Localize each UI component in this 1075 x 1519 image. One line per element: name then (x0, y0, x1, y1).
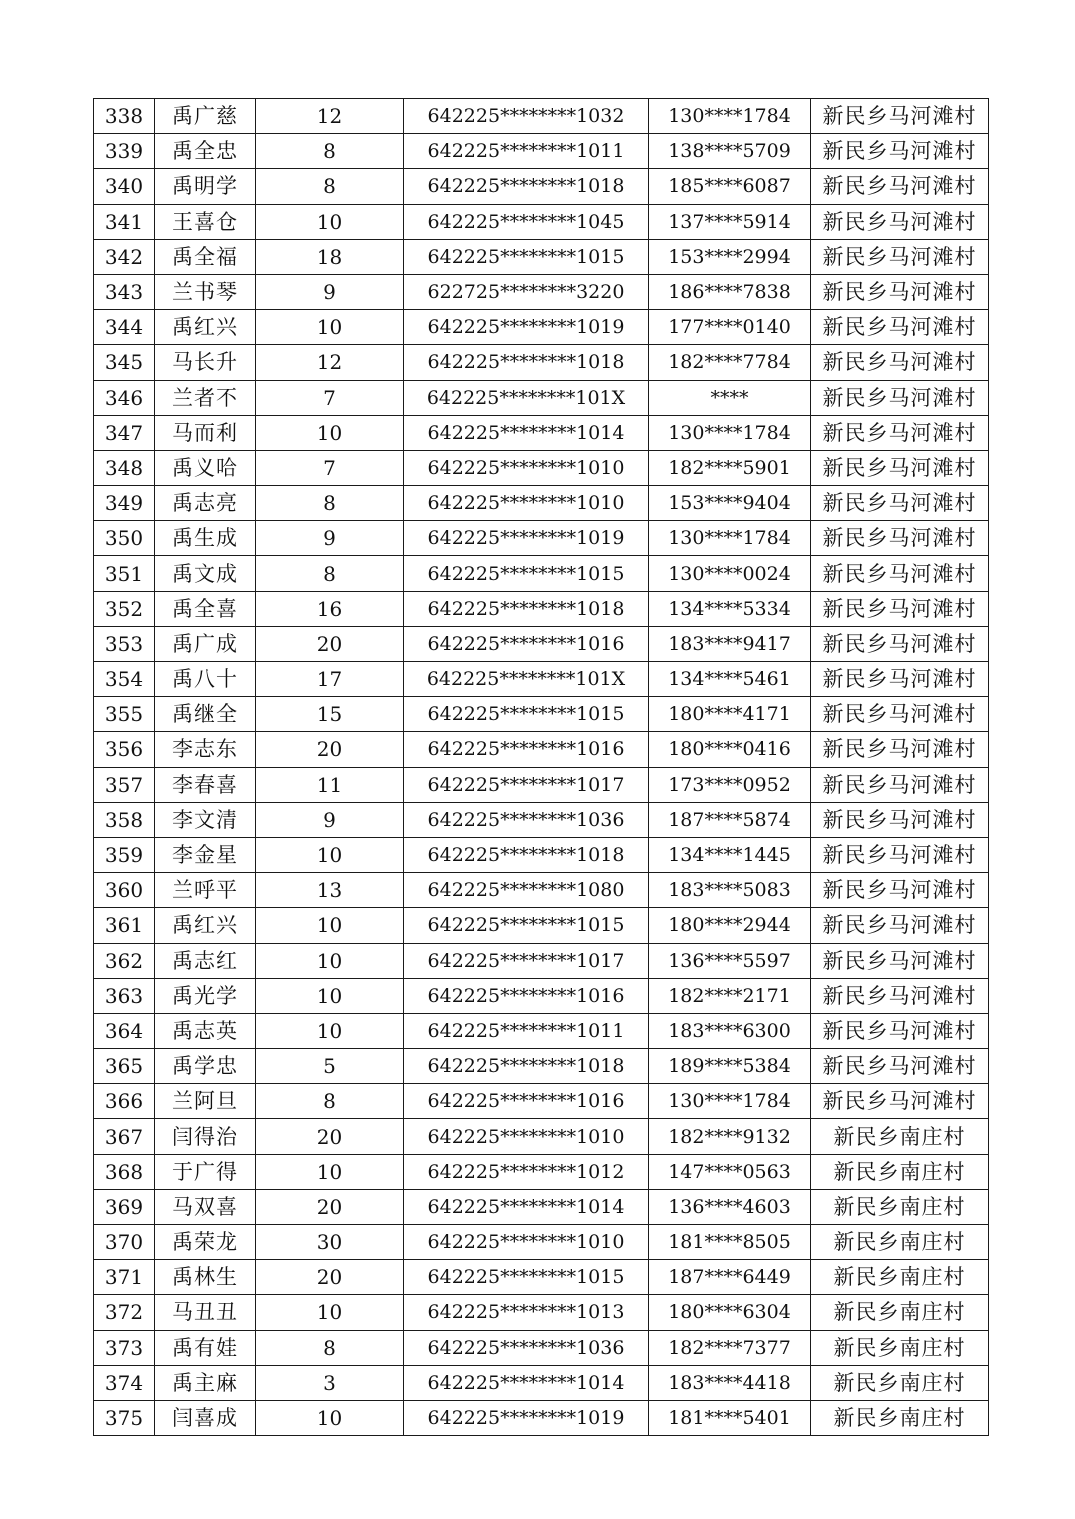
phone-cell: 182****9132 (649, 1119, 811, 1154)
table-row (94, 99, 989, 134)
name-cell: 马丑丑 (155, 1295, 256, 1330)
village-cell: 新民乡马河滩村 (811, 310, 989, 345)
quantity-cell: 20 (256, 1260, 404, 1295)
table-row (94, 1154, 989, 1189)
phone-cell: 183****5083 (649, 873, 811, 908)
name-cell: 禹八十 (155, 662, 256, 697)
index-cell: 349 (94, 486, 155, 521)
index-cell: 339 (94, 134, 155, 169)
index-cell: 365 (94, 1049, 155, 1084)
id-number-cell: 642225********1011 (404, 134, 649, 169)
id-number-cell: 642225********1018 (404, 1049, 649, 1084)
village-cell: 新民乡马河滩村 (811, 239, 989, 274)
table-row (94, 591, 989, 626)
index-cell: 352 (94, 591, 155, 626)
index-cell: 359 (94, 837, 155, 872)
table-row (94, 1225, 989, 1260)
index-cell: 360 (94, 873, 155, 908)
quantity-cell: 12 (256, 99, 404, 134)
id-number-cell: 642225********1018 (404, 169, 649, 204)
table-row (94, 345, 989, 380)
index-cell: 353 (94, 626, 155, 661)
id-number-cell: 642225********1016 (404, 1084, 649, 1119)
id-number-cell: 642225********1017 (404, 767, 649, 802)
village-cell: 新民乡马河滩村 (811, 626, 989, 661)
phone-cell: 185****6087 (649, 169, 811, 204)
index-cell: 342 (94, 239, 155, 274)
name-cell: 兰阿旦 (155, 1084, 256, 1119)
village-cell: 新民乡南庄村 (811, 1119, 989, 1154)
index-cell: 358 (94, 802, 155, 837)
name-cell: 禹明学 (155, 169, 256, 204)
village-cell: 新民乡马河滩村 (811, 873, 989, 908)
name-cell: 兰呼平 (155, 873, 256, 908)
id-number-cell: 642225********1018 (404, 837, 649, 872)
table-row (94, 767, 989, 802)
phone-cell: 187****5874 (649, 802, 811, 837)
phone-cell: 138****5709 (649, 134, 811, 169)
phone-cell: 189****5384 (649, 1049, 811, 1084)
name-cell: 禹生成 (155, 521, 256, 556)
table-row (94, 873, 989, 908)
quantity-cell: 7 (256, 450, 404, 485)
name-cell: 禹文成 (155, 556, 256, 591)
village-cell: 新民乡马河滩村 (811, 697, 989, 732)
quantity-cell: 5 (256, 1049, 404, 1084)
id-number-cell: 642225********1012 (404, 1154, 649, 1189)
table-row (94, 697, 989, 732)
id-number-cell: 642225********1016 (404, 626, 649, 661)
village-cell: 新民乡马河滩村 (811, 486, 989, 521)
quantity-cell: 11 (256, 767, 404, 802)
table-body (94, 99, 989, 1436)
id-number-cell: 642225********1010 (404, 1119, 649, 1154)
village-cell: 新民乡马河滩村 (811, 169, 989, 204)
quantity-cell: 10 (256, 1154, 404, 1189)
quantity-cell: 15 (256, 697, 404, 732)
phone-cell: 186****7838 (649, 274, 811, 309)
name-cell: 禹红兴 (155, 908, 256, 943)
quantity-cell: 10 (256, 908, 404, 943)
table-row (94, 450, 989, 485)
name-cell: 禹学忠 (155, 1049, 256, 1084)
name-cell: 禹继全 (155, 697, 256, 732)
index-cell: 347 (94, 415, 155, 450)
index-cell: 371 (94, 1260, 155, 1295)
village-cell: 新民乡马河滩村 (811, 556, 989, 591)
index-cell: 373 (94, 1330, 155, 1365)
id-number-cell: 642225********1019 (404, 1400, 649, 1435)
table-row (94, 556, 989, 591)
phone-cell: 183****6300 (649, 1013, 811, 1048)
table-row (94, 837, 989, 872)
id-number-cell: 642225********1010 (404, 1225, 649, 1260)
village-cell: 新民乡南庄村 (811, 1330, 989, 1365)
quantity-cell: 10 (256, 204, 404, 239)
village-cell: 新民乡南庄村 (811, 1260, 989, 1295)
phone-cell: 187****6449 (649, 1260, 811, 1295)
phone-cell: 180****0416 (649, 732, 811, 767)
quantity-cell: 10 (256, 415, 404, 450)
quantity-cell: 9 (256, 274, 404, 309)
table-row (94, 1260, 989, 1295)
phone-cell: 180****6304 (649, 1295, 811, 1330)
phone-cell: 182****5901 (649, 450, 811, 485)
phone-cell: 153****2994 (649, 239, 811, 274)
id-number-cell: 642225********1016 (404, 732, 649, 767)
index-cell: 350 (94, 521, 155, 556)
id-number-cell: 642225********1036 (404, 802, 649, 837)
phone-cell: 182****7784 (649, 345, 811, 380)
index-cell: 338 (94, 99, 155, 134)
phone-cell: **** (649, 380, 811, 415)
id-number-cell: 642225********1018 (404, 345, 649, 380)
name-cell: 李文清 (155, 802, 256, 837)
village-cell: 新民乡马河滩村 (811, 134, 989, 169)
table-row (94, 1013, 989, 1048)
id-number-cell: 642225********101X (404, 662, 649, 697)
phone-cell: 134****5334 (649, 591, 811, 626)
id-number-cell: 642225********1019 (404, 310, 649, 345)
village-cell: 新民乡马河滩村 (811, 908, 989, 943)
village-cell: 新民乡南庄村 (811, 1295, 989, 1330)
index-cell: 345 (94, 345, 155, 380)
phone-cell: 177****0140 (649, 310, 811, 345)
table-row (94, 1119, 989, 1154)
village-cell: 新民乡马河滩村 (811, 1013, 989, 1048)
table-row (94, 662, 989, 697)
name-cell: 闫喜成 (155, 1400, 256, 1435)
table-row (94, 978, 989, 1013)
index-cell: 351 (94, 556, 155, 591)
quantity-cell: 10 (256, 837, 404, 872)
id-number-cell: 642225********1015 (404, 908, 649, 943)
id-number-cell: 642225********1018 (404, 591, 649, 626)
phone-cell: 183****4418 (649, 1365, 811, 1400)
id-number-cell: 642225********1080 (404, 873, 649, 908)
name-cell: 禹广慈 (155, 99, 256, 134)
village-cell: 新民乡马河滩村 (811, 521, 989, 556)
table-row (94, 943, 989, 978)
name-cell: 禹志红 (155, 943, 256, 978)
quantity-cell: 3 (256, 1365, 404, 1400)
village-cell: 新民乡南庄村 (811, 1189, 989, 1224)
village-cell: 新民乡马河滩村 (811, 767, 989, 802)
village-cell: 新民乡马河滩村 (811, 978, 989, 1013)
phone-cell: 130****1784 (649, 521, 811, 556)
index-cell: 361 (94, 908, 155, 943)
phone-cell: 182****7377 (649, 1330, 811, 1365)
name-cell: 禹有娃 (155, 1330, 256, 1365)
name-cell: 马双喜 (155, 1189, 256, 1224)
index-cell: 341 (94, 204, 155, 239)
name-cell: 李春喜 (155, 767, 256, 802)
index-cell: 363 (94, 978, 155, 1013)
village-cell: 新民乡南庄村 (811, 1365, 989, 1400)
id-number-cell: 642225********1045 (404, 204, 649, 239)
index-cell: 367 (94, 1119, 155, 1154)
village-cell: 新民乡马河滩村 (811, 415, 989, 450)
quantity-cell: 17 (256, 662, 404, 697)
quantity-cell: 18 (256, 239, 404, 274)
index-cell: 344 (94, 310, 155, 345)
name-cell: 李金星 (155, 837, 256, 872)
index-cell: 340 (94, 169, 155, 204)
phone-cell: 130****0024 (649, 556, 811, 591)
table-row (94, 274, 989, 309)
index-cell: 372 (94, 1295, 155, 1330)
name-cell: 禹义哈 (155, 450, 256, 485)
quantity-cell: 9 (256, 802, 404, 837)
index-cell: 346 (94, 380, 155, 415)
village-cell: 新民乡马河滩村 (811, 1049, 989, 1084)
phone-cell: 134****5461 (649, 662, 811, 697)
name-cell: 禹全忠 (155, 134, 256, 169)
id-number-cell: 642225********1015 (404, 697, 649, 732)
quantity-cell: 10 (256, 1400, 404, 1435)
village-cell: 新民乡南庄村 (811, 1400, 989, 1435)
table-row (94, 1084, 989, 1119)
id-number-cell: 642225********1017 (404, 943, 649, 978)
village-cell: 新民乡马河滩村 (811, 450, 989, 485)
phone-cell: 130****1784 (649, 99, 811, 134)
id-number-cell: 642225********1014 (404, 415, 649, 450)
index-cell: 374 (94, 1365, 155, 1400)
name-cell: 禹林生 (155, 1260, 256, 1295)
index-cell: 356 (94, 732, 155, 767)
id-number-cell: 642225********1015 (404, 1260, 649, 1295)
village-cell: 新民乡马河滩村 (811, 345, 989, 380)
name-cell: 禹主麻 (155, 1365, 256, 1400)
phone-cell: 147****0563 (649, 1154, 811, 1189)
phone-cell: 173****0952 (649, 767, 811, 802)
table-row (94, 486, 989, 521)
index-cell: 370 (94, 1225, 155, 1260)
phone-cell: 130****1784 (649, 1084, 811, 1119)
name-cell: 闫得治 (155, 1119, 256, 1154)
id-number-cell: 642225********1016 (404, 978, 649, 1013)
table-row (94, 310, 989, 345)
id-number-cell: 642225********1011 (404, 1013, 649, 1048)
id-number-cell: 642225********1015 (404, 556, 649, 591)
id-number-cell: 642225********1015 (404, 239, 649, 274)
table-row (94, 1189, 989, 1224)
index-cell: 348 (94, 450, 155, 485)
quantity-cell: 8 (256, 1330, 404, 1365)
id-number-cell: 642225********1013 (404, 1295, 649, 1330)
table-row (94, 521, 989, 556)
name-cell: 禹志亮 (155, 486, 256, 521)
index-cell: 375 (94, 1400, 155, 1435)
name-cell: 禹光学 (155, 978, 256, 1013)
index-cell: 343 (94, 274, 155, 309)
phone-cell: 181****8505 (649, 1225, 811, 1260)
quantity-cell: 20 (256, 732, 404, 767)
quantity-cell: 10 (256, 1295, 404, 1330)
quantity-cell: 20 (256, 1189, 404, 1224)
village-cell: 新民乡马河滩村 (811, 802, 989, 837)
name-cell: 李志东 (155, 732, 256, 767)
name-cell: 禹荣龙 (155, 1225, 256, 1260)
id-number-cell: 642225********1032 (404, 99, 649, 134)
index-cell: 362 (94, 943, 155, 978)
quantity-cell: 8 (256, 486, 404, 521)
quantity-cell: 8 (256, 134, 404, 169)
table-row (94, 239, 989, 274)
table-row (94, 134, 989, 169)
quantity-cell: 10 (256, 1013, 404, 1048)
village-cell: 新民乡马河滩村 (811, 380, 989, 415)
phone-cell: 181****5401 (649, 1400, 811, 1435)
phone-cell: 137****5914 (649, 204, 811, 239)
name-cell: 禹全喜 (155, 591, 256, 626)
quantity-cell: 9 (256, 521, 404, 556)
table-row (94, 908, 989, 943)
index-cell: 364 (94, 1013, 155, 1048)
quantity-cell: 8 (256, 169, 404, 204)
village-cell: 新民乡马河滩村 (811, 943, 989, 978)
quantity-cell: 12 (256, 345, 404, 380)
phone-cell: 180****4171 (649, 697, 811, 732)
name-cell: 禹志英 (155, 1013, 256, 1048)
data-table (93, 98, 989, 1436)
name-cell: 王喜仓 (155, 204, 256, 239)
index-cell: 369 (94, 1189, 155, 1224)
name-cell: 禹广成 (155, 626, 256, 661)
index-cell: 357 (94, 767, 155, 802)
id-number-cell: 642225********1014 (404, 1189, 649, 1224)
phone-cell: 182****2171 (649, 978, 811, 1013)
table-row (94, 1295, 989, 1330)
village-cell: 新民乡马河滩村 (811, 662, 989, 697)
index-cell: 355 (94, 697, 155, 732)
phone-cell: 134****1445 (649, 837, 811, 872)
name-cell: 马长升 (155, 345, 256, 380)
name-cell: 禹红兴 (155, 310, 256, 345)
table-row (94, 1330, 989, 1365)
village-cell: 新民乡马河滩村 (811, 274, 989, 309)
village-cell: 新民乡南庄村 (811, 1225, 989, 1260)
quantity-cell: 20 (256, 1119, 404, 1154)
village-cell: 新民乡马河滩村 (811, 591, 989, 626)
quantity-cell: 13 (256, 873, 404, 908)
table-row (94, 1400, 989, 1435)
village-cell: 新民乡南庄村 (811, 1154, 989, 1189)
index-cell: 366 (94, 1084, 155, 1119)
phone-cell: 153****9404 (649, 486, 811, 521)
quantity-cell: 30 (256, 1225, 404, 1260)
phone-cell: 183****9417 (649, 626, 811, 661)
quantity-cell: 10 (256, 978, 404, 1013)
id-number-cell: 642225********1014 (404, 1365, 649, 1400)
id-number-cell: 622725********3220 (404, 274, 649, 309)
id-number-cell: 642225********1010 (404, 450, 649, 485)
index-cell: 354 (94, 662, 155, 697)
name-cell: 马而利 (155, 415, 256, 450)
table-row (94, 169, 989, 204)
quantity-cell: 7 (256, 380, 404, 415)
village-cell: 新民乡马河滩村 (811, 837, 989, 872)
table-row (94, 415, 989, 450)
id-number-cell: 642225********1019 (404, 521, 649, 556)
id-number-cell: 642225********101X (404, 380, 649, 415)
id-number-cell: 642225********1010 (404, 486, 649, 521)
name-cell: 兰者不 (155, 380, 256, 415)
phone-cell: 180****2944 (649, 908, 811, 943)
village-cell: 新民乡马河滩村 (811, 1084, 989, 1119)
village-cell: 新民乡马河滩村 (811, 732, 989, 767)
table-row (94, 732, 989, 767)
table-row (94, 1049, 989, 1084)
name-cell: 兰书琴 (155, 274, 256, 309)
table-row (94, 204, 989, 239)
quantity-cell: 10 (256, 310, 404, 345)
phone-cell: 130****1784 (649, 415, 811, 450)
name-cell: 禹全福 (155, 239, 256, 274)
table-row (94, 1365, 989, 1400)
quantity-cell: 8 (256, 556, 404, 591)
quantity-cell: 8 (256, 1084, 404, 1119)
quantity-cell: 10 (256, 943, 404, 978)
name-cell: 于广得 (155, 1154, 256, 1189)
index-cell: 368 (94, 1154, 155, 1189)
table-row (94, 626, 989, 661)
village-cell: 新民乡马河滩村 (811, 99, 989, 134)
quantity-cell: 20 (256, 626, 404, 661)
table-row (94, 380, 989, 415)
phone-cell: 136****5597 (649, 943, 811, 978)
village-cell: 新民乡马河滩村 (811, 204, 989, 239)
table-row (94, 802, 989, 837)
id-number-cell: 642225********1036 (404, 1330, 649, 1365)
phone-cell: 136****4603 (649, 1189, 811, 1224)
quantity-cell: 16 (256, 591, 404, 626)
